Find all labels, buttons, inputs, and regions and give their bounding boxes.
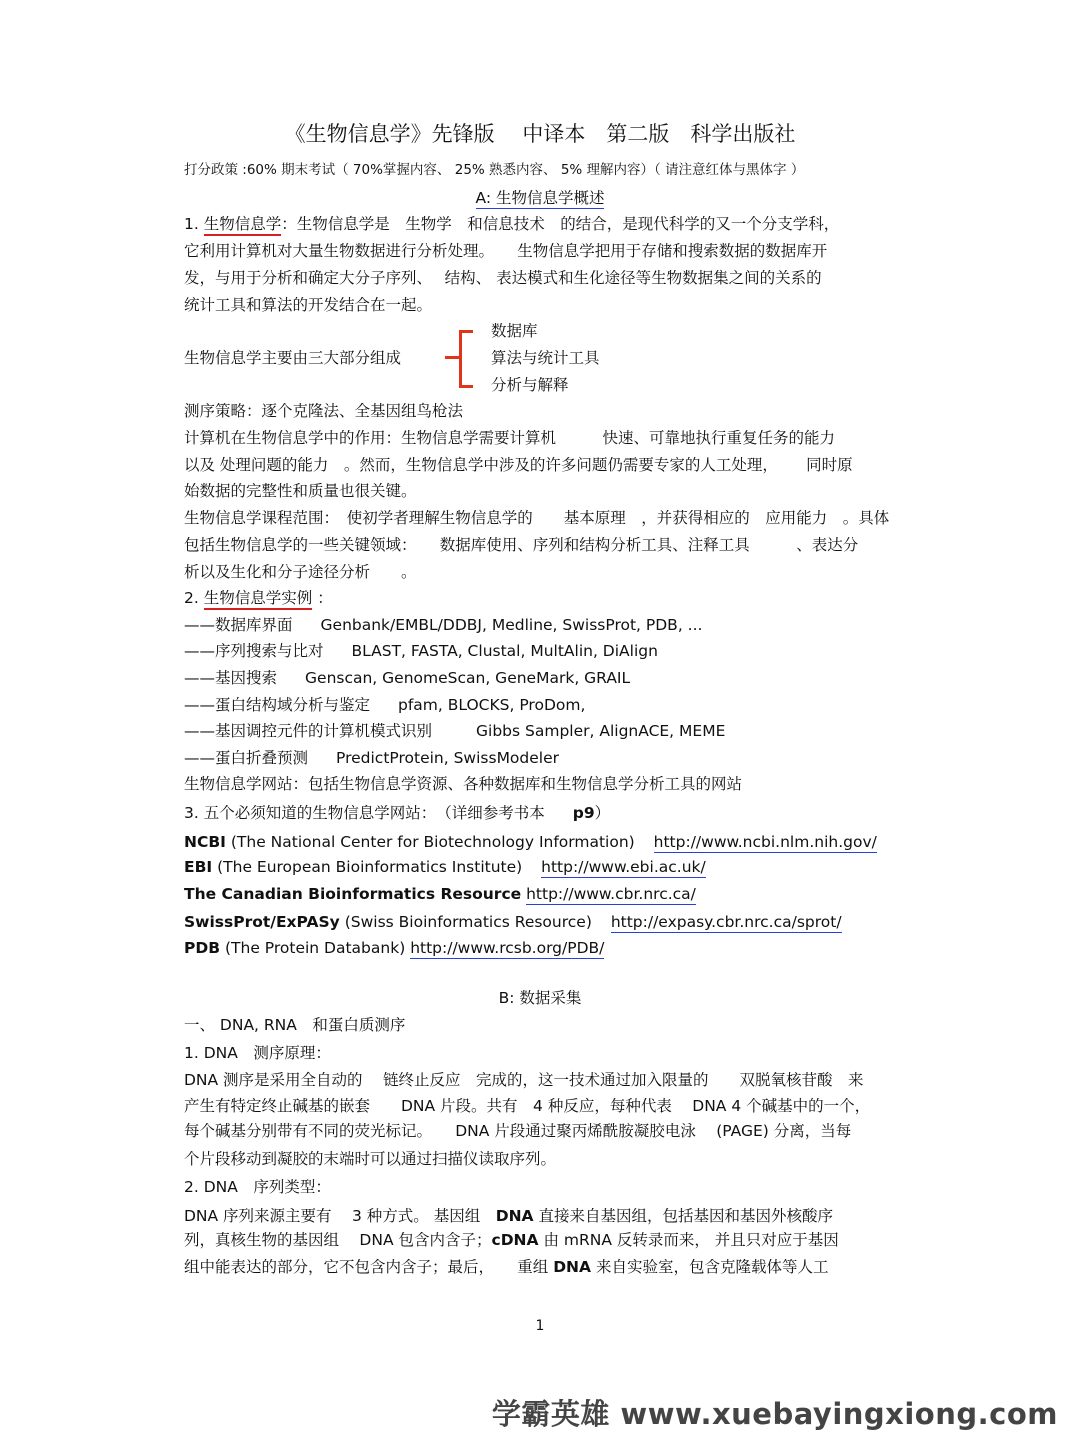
example-row: ——蛋白结构域分析与鉴定 pfam, BLOCKS, ProDom,	[184, 696, 586, 714]
p1-line: DNA 测序是采用全自动的 链终止反应 完成的，这一技术通过加入限量的 双脱氧核苷酸 来	[184, 1071, 864, 1089]
site-watermark: 学霸英雄 www.xuebayingxiong.com	[491, 1397, 1058, 1431]
item1-term: 生物信息学	[204, 215, 282, 236]
example-row: ——数据库界面 Genbank/EMBL/DDBJ, Medline, SwissProt, PDB, ...	[184, 616, 703, 634]
item2-term: 生物信息学实例	[204, 589, 313, 610]
site-row-pdb: PDB (The Protein Databank) http://www.rcsb.org/PDB/	[184, 939, 605, 957]
cbr-link[interactable]: http://www.cbr.nrc.ca/	[526, 885, 696, 903]
computer-role-line1: 计算机在生物信息学中的作用：生物信息学需要计算机 快速、可靠地执行重复任务的能力	[184, 429, 836, 447]
p2-title: 2. DNA 序列类型：	[184, 1178, 331, 1196]
p2-line1: DNA 序列来源主要有 3 种方式。 基因组 DNA 直接来自基因组，包括基因和基因外核酸序	[184, 1207, 833, 1225]
p2-line3: 组中能表达的部分，它不包含内含子；最后， 重组 DNA 来自实验室，包含克隆载体等人工	[184, 1258, 829, 1276]
expasy-link[interactable]: http://expasy.cbr.nrc.ca/sprot/	[610, 913, 842, 931]
site-row-expasy: SwissProt/ExPASy (Swiss Bioinformatics Resource) http://expasy.cbr.nrc.ca/sprot/	[184, 913, 842, 931]
component-item: 数据库	[491, 322, 538, 340]
brace-icon	[459, 330, 462, 388]
p1-line: 个片段移动到凝胶的末端时可以通过扫描仪读取序列。	[184, 1150, 557, 1168]
pdb-link[interactable]: http://www.rcsb.org/PDB/	[410, 939, 605, 957]
site-row-ncbi: NCBI (The National Center for Biotechnology Information) http://www.ncbi.nlm.nih.gov/	[184, 833, 877, 851]
computer-role-line2: 以及 处理问题的能力 。然而，生物信息学中涉及的许多问题仍需要专家的人工处理， 同时原	[184, 456, 853, 474]
sequencing-strategy: 测序策略：逐个克隆法、全基因组鸟枪法	[184, 402, 464, 420]
page-number: 1	[535, 1318, 545, 1334]
item1-line3: 发，与用于分析和确定大分子序列、 结构、 表达模式和生化途径等生物数据集之间的关系的	[184, 269, 822, 287]
websites-description: 生物信息学网站：包括生物信息学资源、各种数据库和生物信息学分析工具的网站	[184, 775, 743, 793]
example-row: ——序列搜索与比对 BLAST, FASTA, Clustal, MultAlin, DiAlign	[184, 642, 658, 660]
p1-title: 1. DNA 测序原理：	[184, 1044, 331, 1062]
course-scope-line1: 生物信息学课程范围： 使初学者理解生物信息学的 基本原理 ，并获得相应的 应用能力 。具体	[184, 509, 890, 527]
course-scope-line3: 析以及生化和分子途径分析 。	[184, 563, 417, 581]
section-a-heading: A: 生物信息学概述	[475, 189, 605, 207]
item1-line2: 它利用计算机对大量生物数据进行分析处理。 生物信息学把用于存储和搜索数据的数据库开	[184, 242, 828, 260]
component-item: 算法与统计工具	[491, 349, 600, 367]
item3-heading: 3. 五个必须知道的生物信息学网站： （详细参考书本 p9）	[184, 804, 611, 822]
ebi-link[interactable]: http://www.ebi.ac.uk/	[541, 858, 706, 876]
section-b-sub1: 一、 DNA, RNA 和蛋白质测序	[184, 1016, 406, 1034]
components-label: 生物信息学主要由三大部分组成	[184, 349, 402, 367]
course-scope-line2: 包括生物信息学的一些关键领域： 数据库使用、序列和结构分析工具、注释工具 、表达分	[184, 536, 859, 554]
brace-middle	[445, 356, 461, 359]
p1-line: 每个碱基分别带有不同的荧光标记。 DNA 片段通过聚丙烯酰胺凝胶电泳 (PAGE) 分离，当每	[184, 1122, 852, 1140]
site-row-ebi: EBI (The European Bioinformatics Institute) http://www.ebi.ac.uk/	[184, 858, 706, 876]
brace-bottom	[459, 385, 473, 388]
item2-heading: 2. 生物信息学实例 ：	[184, 588, 333, 608]
item1-line1: 1. 生物信息学：生物信息学是 生物学 和信息技术 的结合，是现代科学的又一个分支学科，	[184, 214, 839, 234]
p1-line: 产生有特定终止碱基的嵌套 DNA 片段。共有 4 种反应，每种代表 DNA 4 个碱基中的一个，	[184, 1097, 871, 1115]
p2-line2: 列，真核生物的基因组 DNA 包含内含子；cDNA 由 mRNA 反转录而来， 并且只对应于基因	[184, 1231, 839, 1249]
example-row: ——基因搜索 Genscan, GenomeScan, GeneMark, GRAIL	[184, 669, 631, 687]
section-b-heading: B: 数据采集	[498, 989, 582, 1007]
item1-line4: 统计工具和算法的开发结合在一起。	[184, 296, 433, 314]
site-row-cbr: The Canadian Bioinformatics Resource http://www.cbr.nrc.ca/	[184, 885, 696, 903]
computer-role-line3: 始数据的完整性和质量也很关键。	[184, 482, 417, 500]
example-row: ——蛋白折叠预测 PredictProtein, SwissModeler	[184, 749, 560, 767]
component-item: 分析与解释	[491, 376, 569, 394]
example-row: ——基因调控元件的计算机模式识别 Gibbs Sampler, AlignACE, MEME	[184, 722, 726, 740]
document-title: 《生物信息学》先锋版 中译本 第二版 科学出版社	[284, 122, 796, 146]
grading-policy: 打分政策 :60% 期末考试（ 70%掌握内容、 25% 熟悉内容、 5% 理解内容）（ 请注意红体与黑体字 ）	[184, 162, 805, 178]
brace-top	[459, 330, 473, 333]
ncbi-link[interactable]: http://www.ncbi.nlm.nih.gov/	[653, 833, 877, 851]
